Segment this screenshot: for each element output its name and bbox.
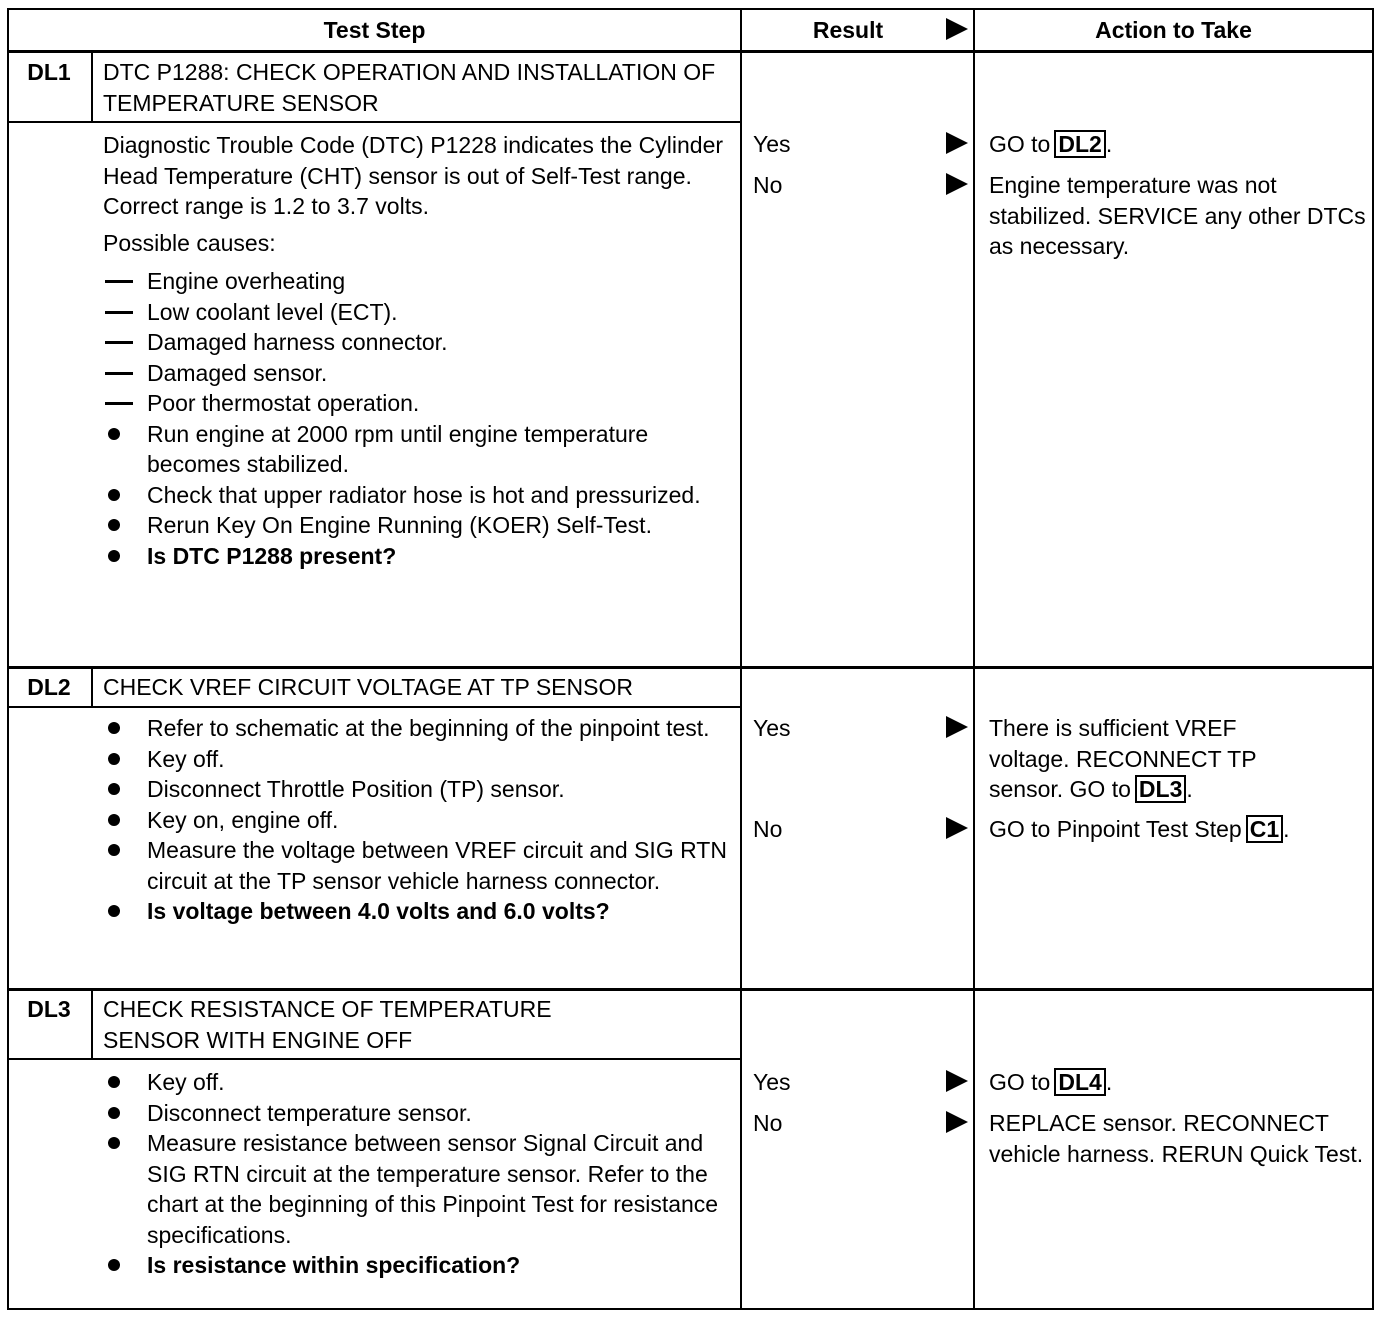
dl1-title-divider — [7, 121, 740, 123]
action-no: GO to Pinpoint Test Step C1 . — [989, 816, 1290, 842]
arrow-right-icon — [946, 18, 968, 40]
list-item: Measure the voltage between VREF circuit and SIG RTN circuit at the TP sensor vehicle harness connector. — [103, 835, 733, 896]
action-no: REPLACE sensor. RECONNECT vehicle harness. RERUN Quick Test. — [989, 1110, 1364, 1167]
list-item — [103, 896, 733, 927]
list-item: Poor thermostat operation. — [103, 388, 733, 419]
header-result: Result — [812, 17, 884, 43]
arrow-right-icon — [946, 1111, 968, 1133]
list-item — [103, 541, 733, 572]
action-yes: There is sufficient VREF voltage. RECONNECT TP sensor. GO to DL3 . — [989, 715, 1257, 802]
dl2-dl3-divider — [7, 988, 1374, 991]
arrow-right-icon — [946, 1070, 968, 1092]
dash-icon — [103, 297, 147, 328]
dl3-title-divider — [7, 1058, 740, 1060]
action-yes: GO to DL2 . — [989, 131, 1113, 157]
dash-icon — [103, 358, 147, 389]
action-column-divider — [973, 8, 975, 1310]
bullet-icon — [103, 713, 147, 744]
step-question: Is voltage between 4.0 volts and 6.0 volts? — [147, 898, 610, 924]
bullet-icon — [103, 1128, 147, 1250]
arrow-right-icon — [946, 716, 968, 738]
step-reference[interactable]: DL2 — [1054, 130, 1105, 158]
list-item: Refer to schematic at the beginning of the pinpoint test. — [103, 713, 733, 744]
arrow-right-icon — [946, 817, 968, 839]
bullet-icon — [103, 419, 147, 480]
list-item: Rerun Key On Engine Running (KOER) Self-Test. — [103, 510, 733, 541]
result-no: No — [753, 816, 783, 842]
step-title: CHECK VREF CIRCUIT VOLTAGE AT TP SENSOR — [103, 674, 633, 700]
dash-icon — [103, 327, 147, 358]
left-border — [7, 8, 9, 1310]
bullet-icon — [103, 510, 147, 541]
header-action: Action to Take — [1095, 17, 1252, 43]
step-question: Is DTC P1288 present? — [147, 542, 397, 569]
bullet-icon — [103, 835, 147, 896]
list-item: Key off. — [103, 1067, 733, 1098]
list-item: Disconnect Throttle Position (TP) sensor. — [103, 774, 733, 805]
step-intro: Diagnostic Trouble Code (DTC) P1228 indicates the Cylinder Head Temperature (CHT) sensor is out of Self-Test range. Correct range is 1.2 to 3.7 volts. — [103, 132, 724, 219]
step-id: DL3 — [27, 996, 71, 1022]
list-item: Disconnect temperature sensor. — [103, 1098, 733, 1129]
bullet-icon — [103, 805, 147, 836]
list-item: Damaged harness connector. — [103, 327, 733, 358]
list-item: Key off. — [103, 744, 733, 775]
result-no: No — [753, 172, 783, 198]
list-item — [103, 1250, 733, 1281]
step-reference[interactable]: C1 — [1246, 815, 1283, 843]
bullet-icon — [103, 896, 147, 927]
result-yes: Yes — [753, 131, 791, 157]
step-body — [103, 130, 733, 571]
dl1-id-divider — [91, 53, 93, 121]
header-test-step: Test Step — [323, 17, 426, 43]
dl1-dl2-divider — [7, 666, 1374, 669]
causes-label: Possible causes: — [103, 229, 276, 256]
bullet-icon — [103, 774, 147, 805]
bullet-icon — [103, 480, 147, 511]
action-no: Engine temperature was not stabilized. SERVICE any other DTCs as necessary. — [989, 172, 1366, 259]
result-column-divider — [740, 8, 742, 1310]
bullet-icon — [103, 541, 147, 572]
list-item: Damaged sensor. — [103, 358, 733, 389]
result-yes: Yes — [753, 715, 791, 741]
result-no: No — [753, 1110, 783, 1136]
dl2-title-divider — [7, 706, 740, 708]
step-id: DL2 — [27, 674, 71, 700]
list-item: Key on, engine off. — [103, 805, 733, 836]
result-yes: Yes — [753, 1069, 791, 1095]
arrow-right-icon — [946, 132, 968, 154]
table-bottom-border — [7, 1308, 1374, 1310]
dash-icon — [103, 266, 147, 297]
right-border — [1372, 8, 1374, 1310]
step-body — [103, 1067, 733, 1281]
bullet-icon — [103, 1098, 147, 1129]
list-item: Engine overheating — [103, 266, 733, 297]
list-item: Check that upper radiator hose is hot and pressurized. — [103, 480, 733, 511]
step-body — [103, 713, 733, 927]
step-title: DTC P1288: CHECK OPERATION AND INSTALLATION OF TEMPERATURE SENSOR — [103, 59, 716, 116]
list-item: Run engine at 2000 rpm until engine temperature becomes stabilized. — [103, 419, 733, 480]
diagnostic-table — [7, 8, 1374, 1310]
dl2-id-divider — [91, 668, 93, 708]
bullet-icon — [103, 1067, 147, 1098]
step-question: Is resistance within specification? — [147, 1252, 521, 1278]
dash-icon — [103, 388, 147, 419]
arrow-right-icon — [946, 173, 968, 195]
step-title: CHECK RESISTANCE OF TEMPERATURE SENSOR WITH ENGINE OFF — [103, 996, 552, 1053]
list-item: Low coolant level (ECT). — [103, 297, 733, 328]
list-item: Measure resistance between sensor Signal Circuit and SIG RTN circuit at the temperature sensor. Refer to the chart at the beginning of this Pinpoint Test for resistance specifications. — [103, 1128, 733, 1250]
step-reference[interactable]: DL4 — [1054, 1068, 1105, 1096]
bullet-icon — [103, 1250, 147, 1281]
dl3-id-divider — [91, 990, 93, 1059]
step-reference[interactable]: DL3 — [1135, 775, 1186, 803]
action-yes: GO to DL4 . — [989, 1069, 1113, 1095]
bullet-icon — [103, 744, 147, 775]
step-id: DL1 — [27, 59, 71, 85]
